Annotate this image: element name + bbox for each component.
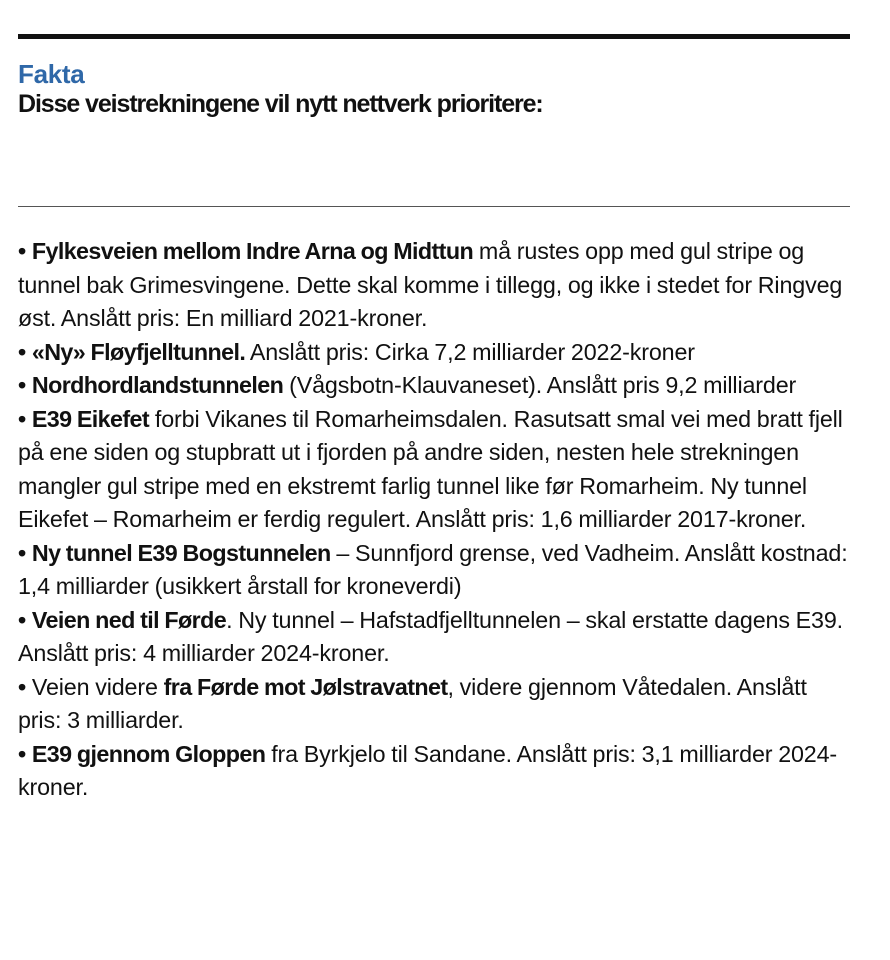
- bullet-point: •: [18, 539, 27, 566]
- item-bold-text: Nordhordlandstunnelen: [31, 372, 284, 398]
- top-rule: [18, 34, 850, 39]
- item-body-text: fra Byrkjelo til Sandane. Anslått pris: 3,1 milliarder 2024-kroner.: [18, 740, 838, 800]
- fact-box-kicker: Fakta: [18, 59, 85, 89]
- bullet-point: •: [18, 740, 27, 767]
- bullet-point: •: [18, 673, 27, 700]
- bullet-point: •: [18, 372, 27, 398]
- item-body-text: – Sunnfjord grense, ved Vadheim. Anslått kostnad: 1,4 milliarder (usikkert årstall for kroneverdi): [18, 539, 848, 599]
- list-item: [18, 537, 850, 604]
- list-item: [18, 235, 850, 336]
- list-item: [18, 738, 850, 805]
- bullet-point: •: [18, 606, 27, 633]
- item-bold-text: Fylkesveien mellom Indre Arna og Midttun: [31, 238, 474, 264]
- fact-box-headline: Disse veistrekningene vil nytt nettverk prioritere:: [18, 90, 543, 118]
- item-bold-text: Veien ned til Førde: [31, 606, 227, 633]
- item-bold-text: Ny tunnel E39 Bogstunnelen: [31, 539, 331, 566]
- fact-box: [18, 34, 850, 805]
- item-body-text: forbi Vikanes til Romarheimsdalen. Rasutsatt smal vei med bratt fjell på ene siden og stupbratt ut i fjorden på andre siden, nesten hele strekningen mangler gul stripe med en ekstremt farlig tunnel like før Romarheim. Ny tunnel Eikefet – Romarheim er ferdig regulert. Anslått pris: 1,6 milliarder 2017-kroner.: [18, 405, 843, 532]
- list-item: [18, 336, 850, 370]
- item-body-text: må rustes opp med gul stripe og tunnel bak Grimesvingene. Dette skal komme i tillegg, og ikke i stedet for Ringveg øst. Anslått pris: En milliard 2021-kroner.: [18, 238, 843, 331]
- item-body-text: (Vågsbotn-Klauvaneset). Anslått pris 9,2 milliarder: [283, 372, 797, 398]
- item-lead-text: Veien videre: [31, 673, 164, 700]
- bullet-point: •: [18, 338, 27, 365]
- item-bold-text: fra Førde mot Jølstravatnet: [163, 673, 448, 700]
- item-bold-text: «Ny» Fløyfjelltunnel.: [31, 338, 246, 365]
- list-item: [18, 604, 850, 671]
- item-body-text: , videre gjennom Våtedalen. Anslått pris: 3 milliarder.: [18, 673, 807, 733]
- item-body-text: Anslått pris: Cirka 7,2 milliarder 2022-kroner: [245, 338, 695, 365]
- item-bold-text: E39 Eikefet: [31, 405, 150, 432]
- list-item: [18, 671, 850, 738]
- bullet-point: •: [18, 405, 27, 432]
- bullet-point: •: [18, 238, 27, 264]
- list-item: [18, 369, 850, 403]
- road-projects-list: [18, 235, 850, 805]
- separator-rule: [18, 206, 850, 207]
- item-bold-text: E39 gjennom Gloppen: [31, 740, 266, 767]
- list-item: [18, 403, 850, 537]
- item-body-text: . Ny tunnel – Hafstadfjelltunnelen – skal erstatte dagens E39. Anslått pris: 4 milliarder 2024-kroner.: [18, 606, 843, 666]
